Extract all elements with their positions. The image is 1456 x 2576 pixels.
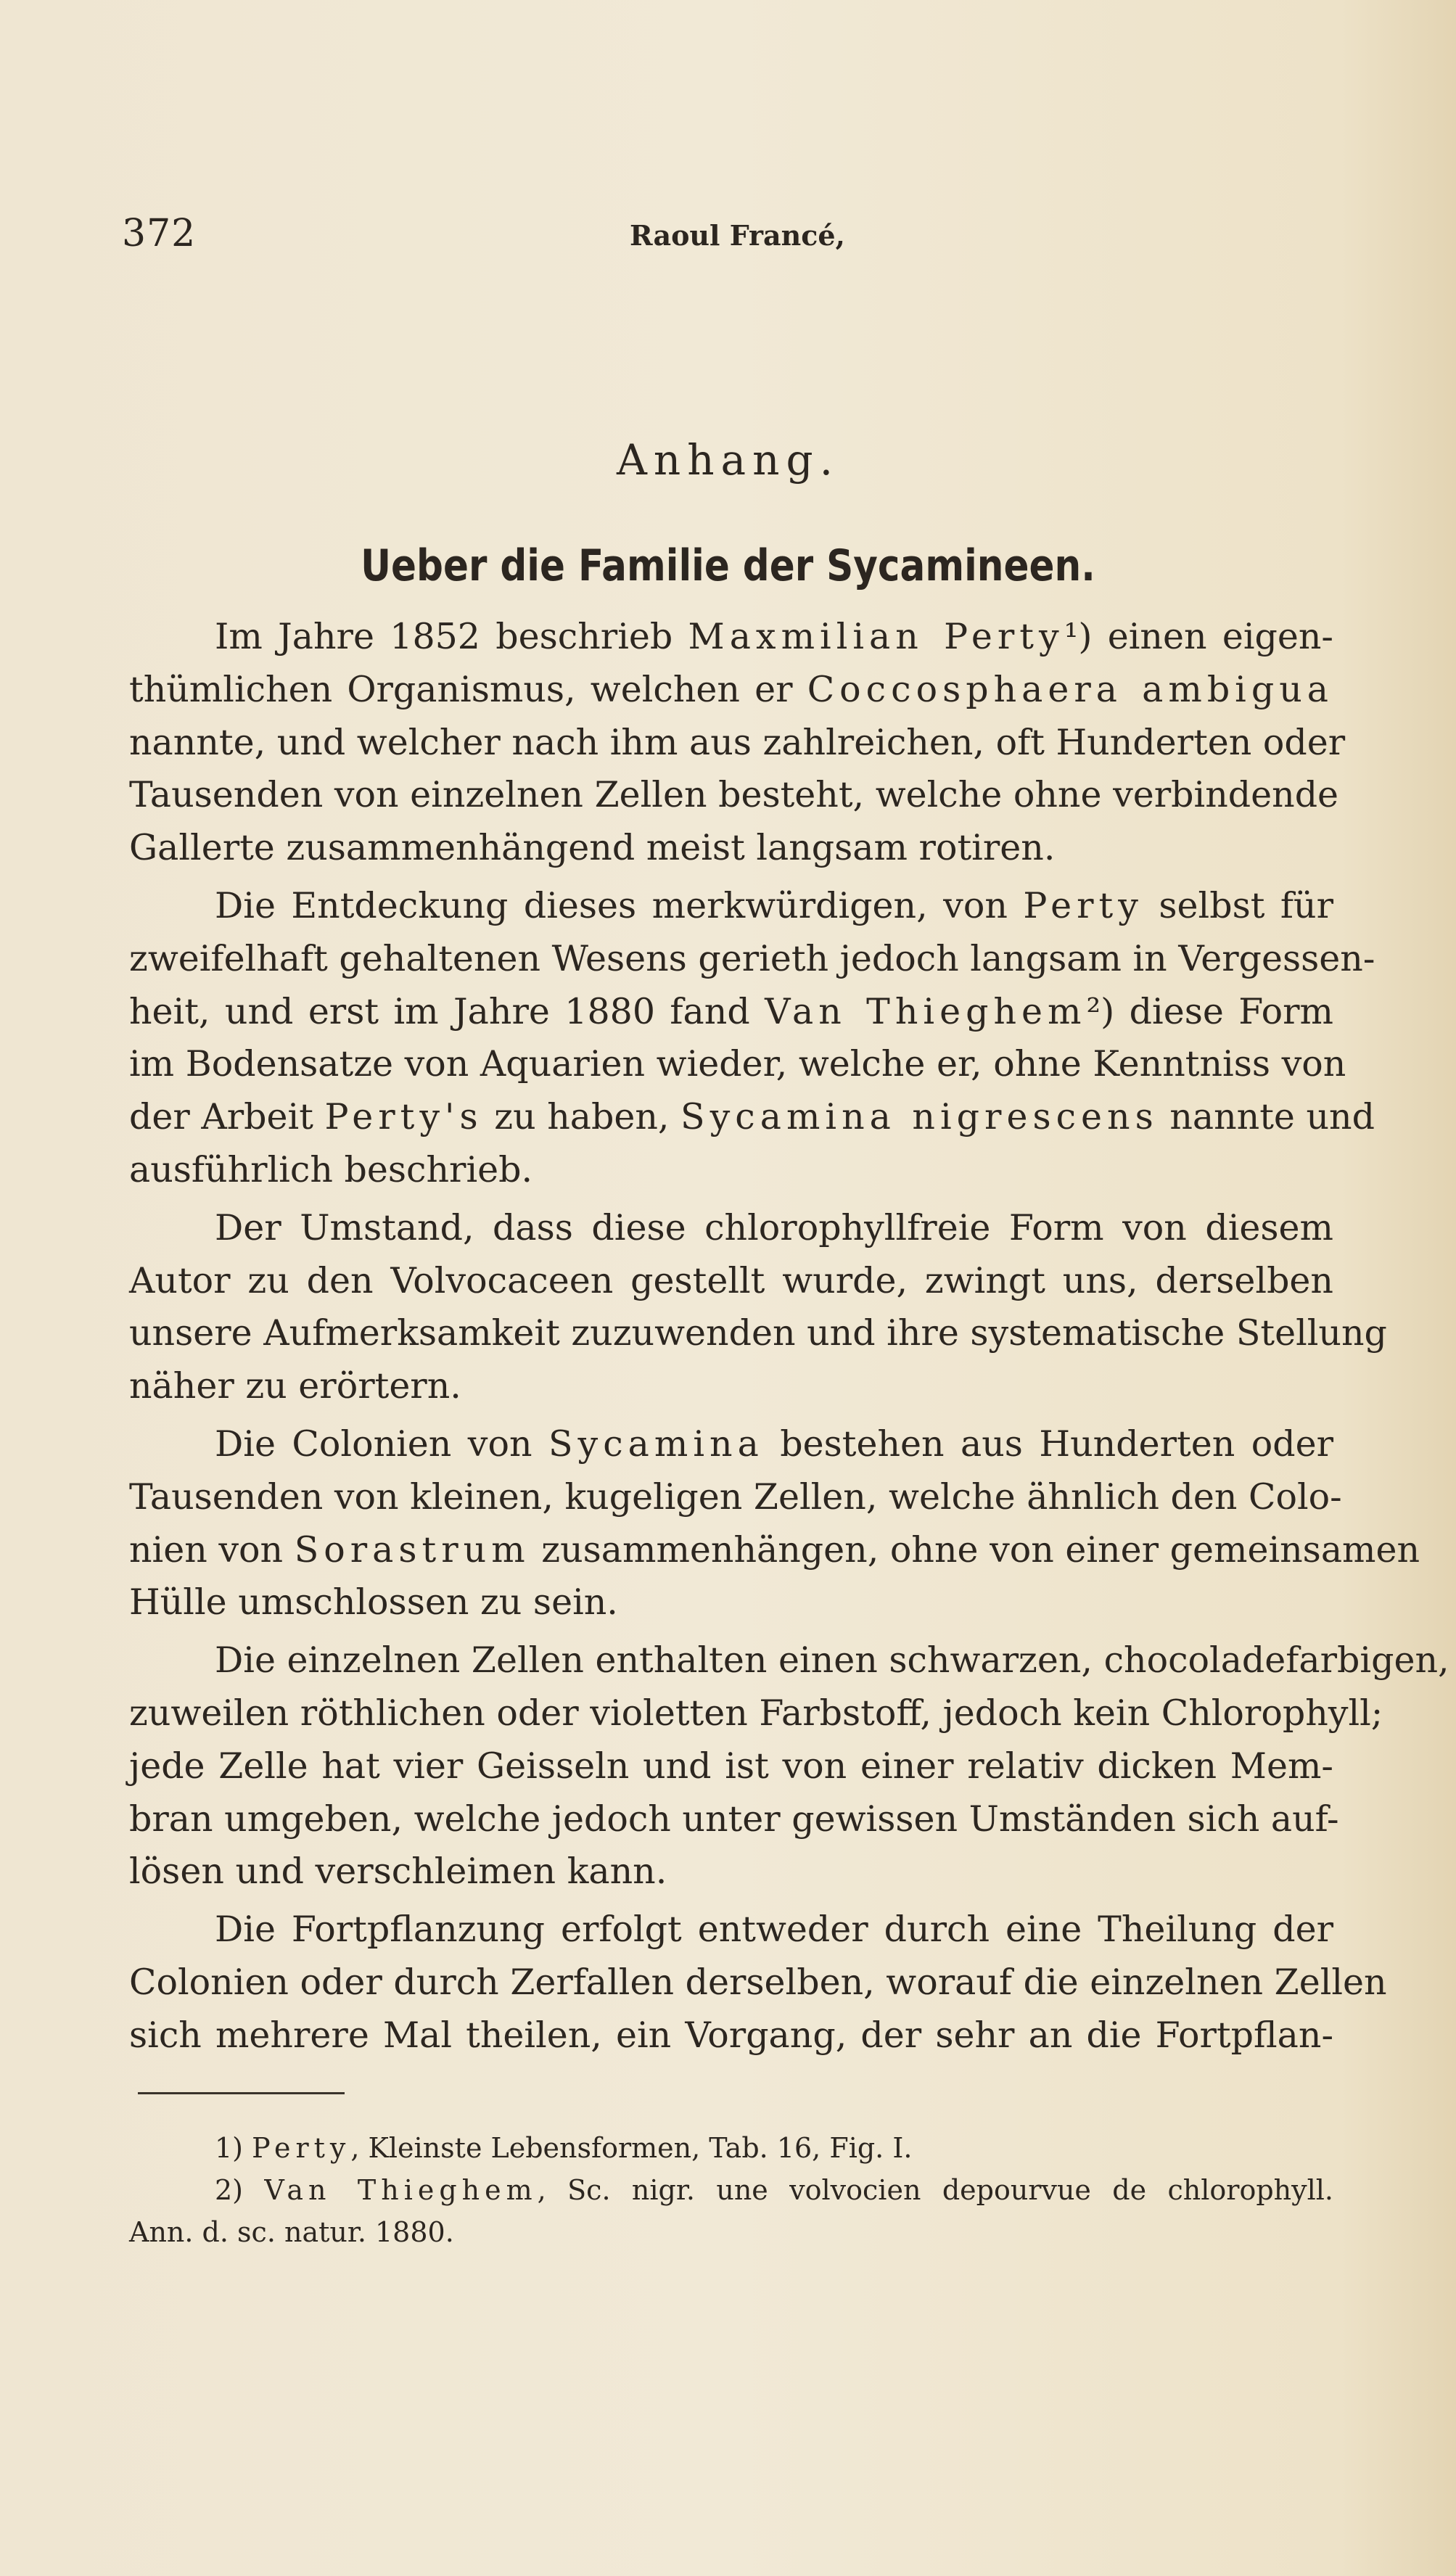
taxon-name: Coccosphaera ambigua [807, 668, 1333, 710]
text-line [129, 986, 1333, 1039]
text-line [129, 1202, 1333, 1255]
text-line [129, 1904, 1333, 1956]
text-segment: 1) [215, 2132, 252, 2164]
text-line [129, 1144, 1333, 1197]
text-line [129, 611, 1333, 664]
running-head: Raoul Francé, [630, 219, 845, 252]
text-line [129, 880, 1333, 933]
text-segment: lösen und verschleimen kann. [129, 1851, 667, 1893]
text-line [129, 822, 1333, 875]
text-segment: ²) diese Form [1086, 990, 1333, 1032]
text-line [129, 1576, 1333, 1629]
text-segment: , Kleinste Lebensformen, Tab. 16, Fig. I. [350, 2132, 913, 2164]
text-line [129, 769, 1339, 822]
text-segment: selbst für [1143, 884, 1333, 926]
text-segment: ¹) einen eigen- [1064, 616, 1333, 657]
text-segment: heit, und erst im Jahre 1880 fand [129, 990, 765, 1032]
footnote-1 [129, 2127, 1333, 2169]
text-segment: Die einzelnen Zellen enthalten einen schwarzen, chocoladefarbigen, [215, 1639, 1449, 1682]
text-segment: unsere Aufmerksamkeit zuzuwenden und ihre systematische Stellung [129, 1312, 1387, 1354]
text-line [129, 1956, 1387, 2009]
person-name: Perty [252, 2132, 351, 2164]
text-line [129, 1634, 1449, 1687]
page-number: 372 [122, 212, 197, 255]
paragraph [129, 1202, 1387, 1413]
text-segment: Im Jahre 1852 beschrieb [215, 616, 688, 657]
footnotes [129, 2127, 1333, 2253]
text-line [129, 1360, 1333, 1413]
text-line [129, 1091, 1375, 1144]
text-segment: Die Colonien von [215, 1423, 548, 1465]
text-line [129, 1307, 1387, 1360]
text-segment: im Bodensatze von Aquarien wieder, welche er, ohne Kenntniss von [129, 1043, 1346, 1085]
text-segment: zu haben, [482, 1096, 681, 1138]
text-segment: nien von [129, 1528, 295, 1571]
text-segment: Colonien oder durch Zerfallen derselben, worauf die einzelnen Zellen [129, 1961, 1387, 2003]
paragraph [129, 611, 1346, 875]
text-segment: 2) [215, 2174, 265, 2206]
text-segment: nannte, und welcher nach ihm aus zahlreichen, oft Hunderten oder [129, 721, 1346, 763]
text-segment: Gallerte zusammenhängend meist langsam rotiren. [129, 827, 1056, 869]
text-segment: Tausenden von einzelnen Zellen besteht, welche ohne verbindende [129, 774, 1339, 816]
text-line [129, 1255, 1333, 1308]
text-line [129, 2009, 1333, 2062]
person-name: Van Thieghem [765, 990, 1087, 1032]
text-segment: der Arbeit [129, 1096, 325, 1138]
paragraph [129, 1904, 1387, 2062]
text-segment: sich mehrere Mal theilen, ein Vorgang, der sehr an die Fortpflan- [129, 2014, 1333, 2056]
paragraph [129, 1418, 1420, 1629]
taxon-name: Sycamina [548, 1423, 764, 1465]
text-line [129, 1793, 1339, 1846]
text-line [129, 1038, 1346, 1091]
text-line [129, 933, 1375, 986]
person-name: Perty [1023, 884, 1143, 926]
text-segment: zweifelhaft gehaltenen Wesens gerieth jedoch langsam in Vergessen- [129, 937, 1375, 979]
text-segment: Die Fortpflanzung erfolgt entweder durch eine Theilung der [215, 1909, 1333, 1951]
text-segment: näher zu erörtern. [129, 1365, 461, 1407]
taxon-name: Sycamina nigrescens [680, 1096, 1159, 1138]
text-segment: jede Zelle hat vier Geisseln und ist von einer relativ dicken Mem- [129, 1745, 1333, 1787]
text-segment: Hülle umschlossen zu sein. [129, 1581, 618, 1624]
footnote-2-continuation [129, 2211, 1333, 2253]
body-text [129, 611, 1449, 2067]
text-segment: , Sc. nigr. une volvocien depourvue de chlorophyll. [537, 2174, 1333, 2206]
text-segment: zuweilen röthlichen oder violetten Farbstoff, jedoch kein Chlorophyll; [129, 1692, 1383, 1734]
taxon-name: Sorastrum [294, 1528, 530, 1571]
text-segment: thümlichen Organismus, welchen er [129, 668, 807, 710]
text-segment: Die Entdeckung dieses merkwürdigen, von [215, 884, 1024, 926]
text-segment: zusammenhängen, ohne von einer gemeinsamen [530, 1528, 1420, 1571]
text-segment: ausführlich beschrieb. [129, 1148, 533, 1190]
text-segment: bestehen aus Hunderten oder [763, 1423, 1333, 1465]
text-segment: Tausenden von kleinen, kugeligen Zellen, welche ähnlich den Colo- [129, 1476, 1342, 1518]
person-name: Perty's [324, 1096, 483, 1138]
text-line [129, 1687, 1383, 1740]
person-name: Van Thieghem [264, 2174, 538, 2206]
text-segment: Ann. d. sc. natur. 1880. [129, 2216, 454, 2248]
text-line [129, 1418, 1333, 1471]
paragraph [129, 1634, 1449, 1898]
person-name: Maxmilian Perty [688, 616, 1064, 657]
text-segment: Der Umstand, dass diese chlorophyllfreie Form von diesem [215, 1206, 1333, 1248]
text-segment: Autor zu den Volvocaceen gestellt wurde, zwingt uns, derselben [129, 1259, 1333, 1301]
text-line [129, 1524, 1420, 1577]
text-segment: nannte und [1158, 1096, 1375, 1138]
article-title: Ueber die Familie der Sycamineen. [361, 540, 1095, 591]
text-line [129, 1471, 1342, 1524]
text-line [129, 717, 1346, 770]
text-segment: bran umgeben, welche jedoch unter gewissen Umständen sich auf- [129, 1798, 1339, 1840]
text-line [129, 664, 1333, 717]
footnote-divider [138, 2092, 345, 2094]
paragraph [129, 880, 1375, 1197]
text-line [129, 1845, 1333, 1898]
footnote-2 [129, 2169, 1333, 2211]
text-line [129, 1740, 1333, 1793]
section-title: Anhang. [616, 435, 840, 485]
